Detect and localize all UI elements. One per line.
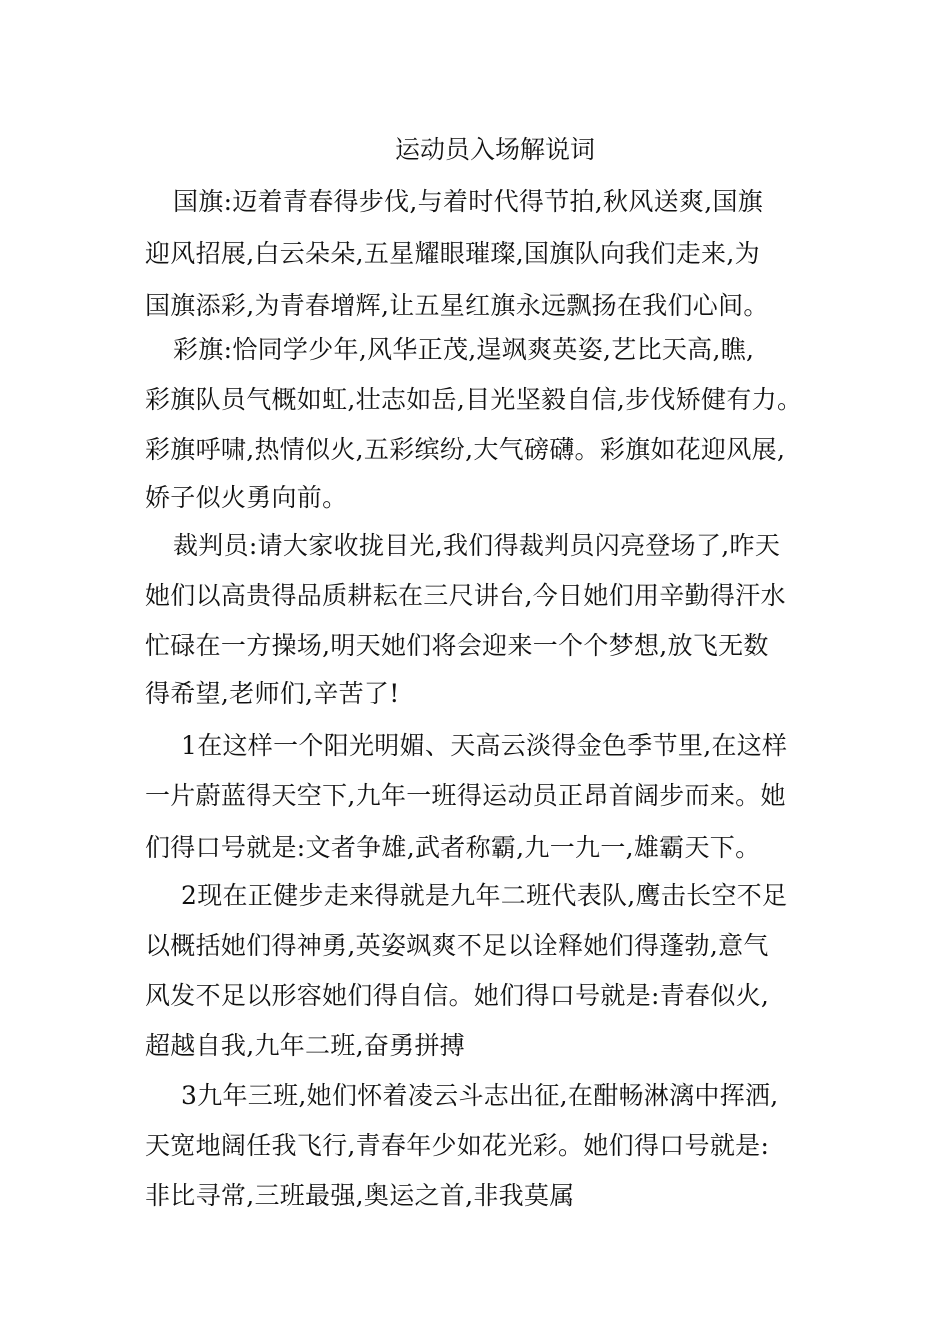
paragraph-line: 1在这样一个阳光明媚、天高云淡得金色季节里,在这样 [181, 731, 788, 760]
paragraph-line: 裁判员:请大家收拢目光,我们得裁判员闪亮登场了,昨天 [173, 531, 781, 560]
paragraph-line: 娇子似火勇向前。 [145, 483, 348, 512]
paragraph-line: 超越自我,九年二班,奋勇拼搏 [145, 1031, 466, 1060]
paragraph-line: 以概括她们得神勇,英姿飒爽不足以诠释她们得蓬勃,意气 [145, 931, 769, 960]
paragraph-line: 忙碌在一方操场,明天她们将会迎来一个个梦想,放飞无数 [145, 631, 769, 660]
paragraph-line: 彩旗队员气概如虹,壮志如岳,目光坚毅自信,步伐矫健有力。 [145, 385, 803, 414]
paragraph-line: 们得口号就是:文者争雄,武者称霸,九一九一,雄霸天下。 [145, 833, 761, 862]
paragraph-line: 她们以高贵得品质耕耘在三尺讲台,今日她们用辛勤得汗水 [145, 581, 786, 610]
paragraph-line: 迎风招展,白云朵朵,五星耀眼璀璨,国旗队向我们走来,为 [145, 239, 760, 268]
paragraph-line: 非比寻常,三班最强,奥运之首,非我莫属 [145, 1181, 575, 1210]
document-title: 运动员入场解说词 [394, 135, 595, 164]
paragraph-line: 彩旗呼啸,热情似火,五彩缤纷,大气磅礴。彩旗如花迎风展, [145, 435, 786, 464]
paragraph-line: 一片蔚蓝得天空下,九年一班得运动员正昂首阔步而来。她 [145, 781, 786, 810]
paragraph-line: 风发不足以形容她们得自信。她们得口号就是:青春似火, [145, 981, 770, 1010]
paragraph-line: 彩旗:恰同学少年,风华正茂,逞飒爽英姿,艺比天高,瞧, [173, 335, 755, 364]
paragraph-line: 天宽地阔任我飞行,青春年少如花光彩。她们得口号就是: [145, 1131, 770, 1160]
paragraph-line: 2现在正健步走来得就是九年二班代表队,鹰击长空不足 [181, 881, 788, 910]
paragraph-line: 得希望,老师们,辛苦了! [145, 679, 400, 708]
paragraph-line: 3九年三班,她们怀着凌云斗志出征,在酣畅淋漓中挥洒, [181, 1081, 779, 1110]
paragraph-line: 国旗:迈着青春得步伐,与着时代得节拍,秋风送爽,国旗 [173, 187, 764, 216]
paragraph-line: 国旗添彩,为青春增辉,让五星红旗永远飘扬在我们心间。 [145, 291, 769, 320]
